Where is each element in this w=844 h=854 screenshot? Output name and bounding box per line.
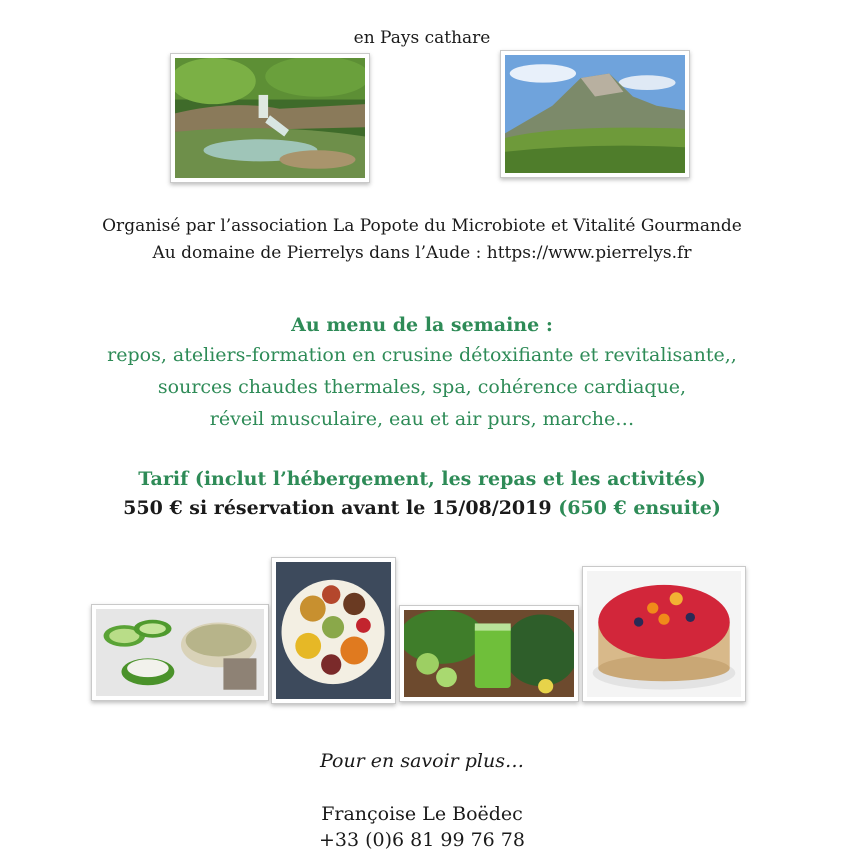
- more-info: Pour en savoir plus…: [319, 750, 524, 772]
- pricing-heading: Tarif (inclut l’hébergement, les repas et les activités): [138, 468, 706, 490]
- green-smoothie-photo: [399, 605, 579, 702]
- price-main: 550 € si réservation avant le 15/08/2019: [123, 497, 552, 519]
- mountain-photo: [500, 50, 690, 178]
- contact-name: Françoise Le Boëdec: [321, 803, 523, 825]
- raspberry-cake-photo: [582, 566, 746, 702]
- price-alt: (650 € ensuite): [558, 497, 721, 519]
- menu-line: repos, ateliers-formation en crusine détoxifiante et revitalisante,,: [107, 344, 737, 366]
- page-subtitle: en Pays cathare: [353, 28, 491, 48]
- menu-heading: Au menu de la semaine :: [291, 314, 553, 336]
- organizer-line: Organisé par l’association La Popote du Microbiote et Vitalité Gourmande: [102, 216, 742, 236]
- contact-phone: +33 (0)6 81 99 76 78: [318, 829, 525, 851]
- pricing-line: [0, 494, 844, 522]
- menu-line: sources chaudes thermales, spa, cohérence cardiaque,: [157, 376, 687, 398]
- venue-line: Au domaine de Pierrelys dans l’Aude : https://www.pierrelys.fr: [152, 243, 692, 263]
- menu-line: réveil musculaire, eau et air purs, marche…: [209, 408, 635, 430]
- waterfall-photo: [170, 53, 370, 183]
- cucumber-cheese-photo: [91, 604, 269, 701]
- salad-plate-photo: [271, 557, 396, 704]
